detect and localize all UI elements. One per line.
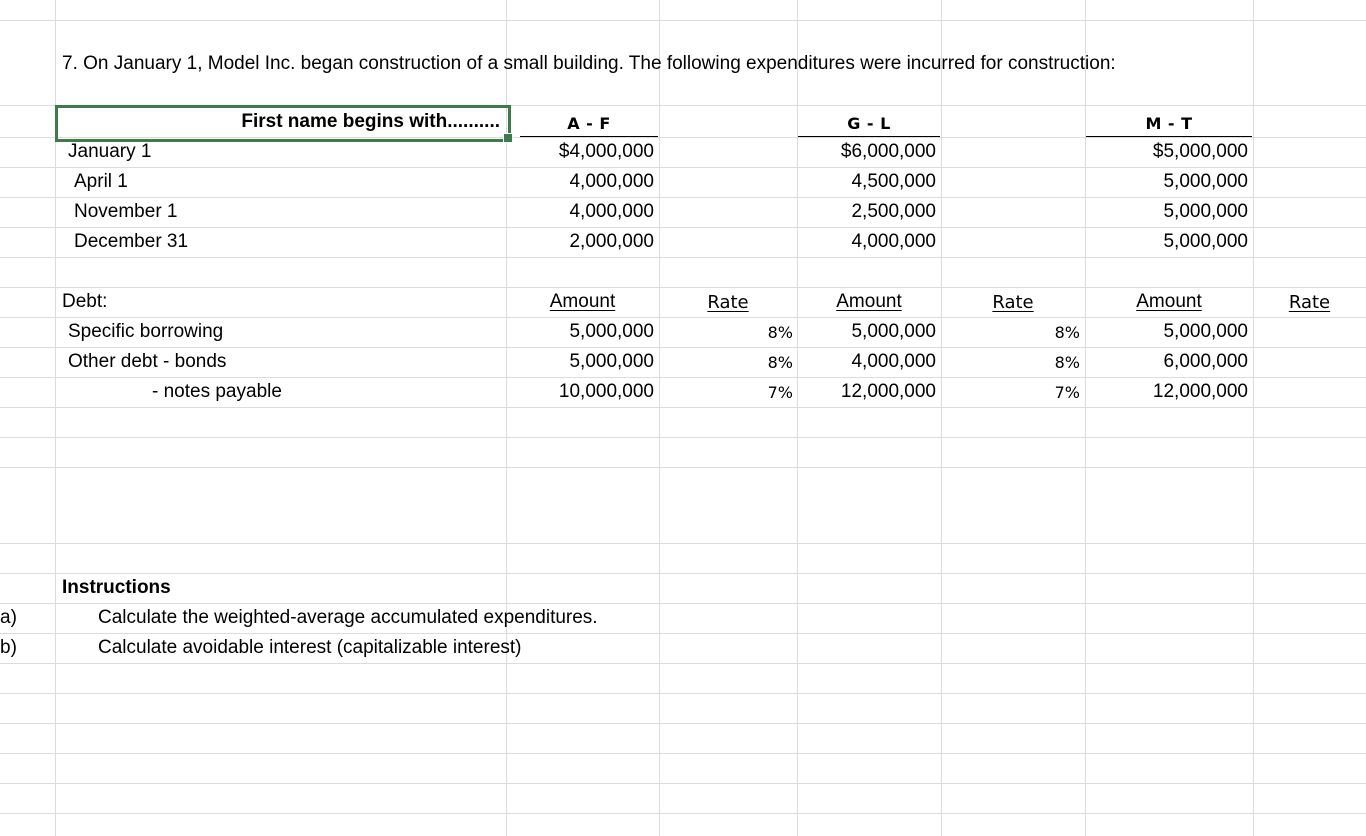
debt-amount: 5,000,000 bbox=[851, 321, 936, 342]
expenditure-value: 4,000,000 bbox=[569, 201, 654, 222]
expenditure-value: 5,000,000 bbox=[1163, 171, 1248, 192]
instructions-title: Instructions bbox=[62, 577, 171, 598]
debt-amount: 5,000,000 bbox=[569, 321, 654, 342]
debt-amount: 6,000,000 bbox=[1163, 351, 1248, 372]
debt-rate: 7% bbox=[1054, 383, 1080, 402]
expenditure-value: $4,000,000 bbox=[558, 141, 654, 162]
expenditure-value: 4,500,000 bbox=[851, 171, 936, 192]
rate-header: Rate bbox=[1288, 292, 1331, 313]
debt-rate: 8% bbox=[767, 353, 793, 372]
debt-title: Debt: bbox=[62, 291, 108, 312]
debt-rate: 8% bbox=[767, 323, 793, 342]
instruction-marker: a) bbox=[0, 607, 17, 628]
instruction-text: Calculate avoidable interest (capitalizable interest) bbox=[98, 637, 522, 658]
expenditure-value: $5,000,000 bbox=[1152, 141, 1248, 162]
expenditure-value: 5,000,000 bbox=[1163, 231, 1248, 252]
date-label: January 1 bbox=[68, 141, 152, 162]
debt-amount: 5,000,000 bbox=[1163, 321, 1248, 342]
date-label: December 31 bbox=[74, 231, 189, 252]
label-header[interactable]: First name begins with.......... bbox=[241, 111, 500, 132]
date-label: April 1 bbox=[74, 171, 128, 192]
debt-rate: 7% bbox=[767, 383, 793, 402]
debt-amount: 5,000,000 bbox=[569, 351, 654, 372]
date-label: November 1 bbox=[74, 201, 178, 222]
debt-row-label: - notes payable bbox=[152, 381, 282, 402]
expenditure-value: 4,000,000 bbox=[569, 171, 654, 192]
expenditure-value: 4,000,000 bbox=[851, 231, 936, 252]
group-header-m-t: M - T bbox=[1145, 114, 1193, 133]
instruction-marker: b) bbox=[0, 637, 17, 658]
debt-amount: 12,000,000 bbox=[840, 381, 936, 402]
debt-rate: 8% bbox=[1054, 323, 1080, 342]
amount-header: Amount bbox=[836, 291, 902, 312]
expenditure-value: 5,000,000 bbox=[1163, 201, 1248, 222]
rate-header: Rate bbox=[707, 292, 749, 313]
amount-header: Amount bbox=[549, 291, 616, 312]
expenditure-value: 2,000,000 bbox=[569, 231, 654, 252]
debt-row-label: Specific borrowing bbox=[68, 321, 224, 342]
debt-row-label: Other debt - bonds bbox=[68, 351, 227, 372]
instruction-text: Calculate the weighted-average accumulated expenditures. bbox=[98, 607, 598, 628]
question-text: 7. On January 1, Model Inc. began construction of a small building. The following expenditures were incurred for construction: bbox=[62, 53, 1116, 74]
debt-amount: 12,000,000 bbox=[1152, 381, 1248, 402]
expenditure-value: 2,500,000 bbox=[851, 201, 936, 222]
rate-header: Rate bbox=[992, 292, 1034, 313]
group-header-g-l: G - L bbox=[847, 114, 891, 133]
expenditure-value: $6,000,000 bbox=[840, 141, 936, 162]
debt-amount: 4,000,000 bbox=[851, 351, 936, 372]
group-header-a-f: A - F bbox=[567, 114, 611, 133]
amount-header: Amount bbox=[1136, 291, 1202, 312]
debt-rate: 8% bbox=[1054, 353, 1080, 372]
debt-amount: 10,000,000 bbox=[558, 381, 654, 402]
